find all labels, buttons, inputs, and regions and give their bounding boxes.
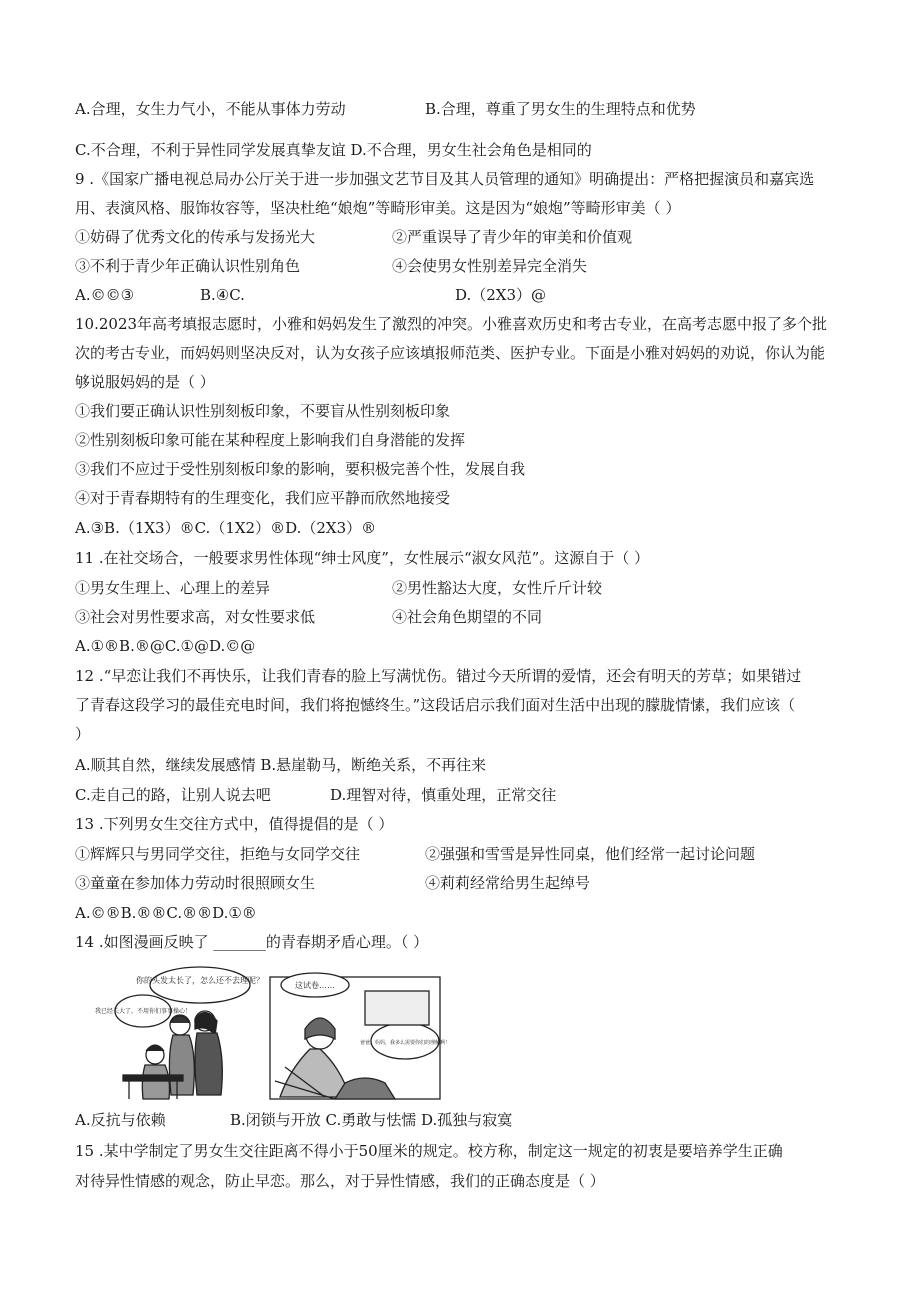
q12-option-c: C.走自己的路，让别人说去吧 — [75, 786, 271, 804]
q13-statement-1: ①辉辉只与男同学交往，拒绝与女同学交往 — [75, 845, 361, 863]
q10-statement-2: ②性别刻板印象可能在某种程度上影响我们自身潜能的发挥 — [75, 431, 466, 449]
comic-bubble-parents: 你的头发太长了，怎么还不去理呢？ — [136, 976, 264, 985]
q14-comic-image — [94, 963, 451, 1101]
q11-stem: 11 .在社交场合，一般要求男性体现“绅士风度”，女性展示“淑女风范”。这源自于（ ） — [75, 549, 650, 567]
q9-option-a: A.©©③ — [75, 286, 135, 304]
q12-stem-line2: 了青春这段学习的最佳充电时间，我们将抱憾终生。”这段话启示我们面对生活中出现的朦胧情愫，我们应该（ — [75, 696, 796, 714]
comic-left-panel — [115, 967, 250, 1099]
q12-option-d: D.理智对待，慎重处理，正常交往 — [330, 786, 557, 804]
q11-statement-1: ①男女生理上、心理上的差异 — [75, 579, 271, 597]
q10-options: A.③B.（1X3）®C.（1X2）®D.（2X3）® — [75, 519, 377, 537]
q9-statement-4: ④会使男女性别差异完全消失 — [392, 257, 588, 275]
q9-statement-3: ③不利于青少年正确认识性别角色 — [75, 257, 301, 275]
q8-option-a: A.合理，女生力气小，不能从事体力劳动 — [75, 100, 346, 118]
q9-statement-1: ①妨碍了优秀文化的传承与发扬光大 — [75, 228, 316, 246]
q14-option-a: A.反抗与依赖 — [75, 1111, 166, 1129]
q13-options: A.©®B.®®C.®®D.①® — [75, 904, 257, 922]
q12-stem-line1: 12 .“早恋让我们不再快乐，让我们青春的脸上写满忧伤。错过今天所谓的爱情，还会有明天的芳草；如果错过 — [75, 667, 802, 685]
q11-options: A.①®B.®@C.①@D.©@ — [75, 637, 256, 655]
q10-statement-1: ①我们要正确认识性别刻板印象，不要盲从性别刻板印象 — [75, 402, 451, 420]
q10-stem-line1: 10.2023年高考填报志愿时，小雅和妈妈发生了激烈的冲突。小雅喜欢历史和考古专业，在高考志愿中报了多个批 — [75, 315, 828, 333]
comic-bubble-understanding: 爸爸，妈妈，我多么需要你们的理解啊！ — [359, 1040, 451, 1046]
q10-stem-line3: 够说服妈妈的是（ ） — [75, 373, 215, 391]
q9-stem-line2: 用、表演风格、服饰妆容等，坚决杜绝“娘炮”等畸形审美。这是因为“娘炮”等畸形审美（ ） — [75, 199, 681, 217]
q13-statement-3: ③童童在参加体力劳动时很照顾女生 — [75, 874, 316, 892]
q13-stem: 13 .下列男女生交往方式中，值得提倡的是（ ） — [75, 815, 394, 833]
q12-stem-line3: ） — [75, 725, 91, 743]
q11-statement-3: ③社会对男性要求高，对女性要求低 — [75, 608, 316, 626]
q14-option-bcd: B.闭锁与开放 C.勇敢与怯懦 D.孤独与寂寞 — [230, 1111, 513, 1129]
q9-option-d: D.（2X3）@ — [455, 286, 547, 304]
q10-stem-line2: 次的考古专业，而妈妈则坚决反对，认为女孩子应该填报师范类、医护专业。下面是小雅对妈妈的劝说，你认为能 — [75, 344, 826, 362]
comic-bubble-child: 我已经长大了，不用你们事事操心！ — [94, 1008, 192, 1015]
q10-statement-4: ④对于青春期特有的生理变化，我们应平静而欣然地接受 — [75, 489, 451, 507]
q10-statement-3: ③我们不应过于受性别刻板印象的影响，要积极完善个性，发展自我 — [75, 460, 526, 478]
q13-statement-2: ②强强和雪雪是异性同桌，他们经常一起讨论问题 — [425, 845, 756, 863]
q15-stem-line1: 15 .某中学制定了男女生交往距离不得小于50厘米的规定。校方称，制定这一规定的初衷是要培养学生正确 — [75, 1142, 783, 1160]
q8-option-b: B.合理，尊重了男女生的生理特点和优势 — [425, 100, 696, 118]
q11-statement-2: ②男性豁达大度，女性斤斤计较 — [392, 579, 603, 597]
q12-option-ab: A.顺其自然，继续发展感情 B.悬崖勒马，断绝关系，不再往来 — [75, 756, 487, 774]
q14-stem: 14 .如图漫画反映了 _______的青春期矛盾心理。（ ） — [75, 933, 429, 951]
q9-stem-line1: 9 .《国家广播电视总局办公厅关于进一步加强文艺节目及其人员管理的通知》明确提出：严格把握演员和嘉宾选 — [75, 170, 815, 188]
comic-right-panel — [270, 973, 440, 1099]
q8-option-cd: C.不合理，不利于异性同学发展真挚友谊 D.不合理，男女生社会角色是相同的 — [75, 141, 592, 159]
q11-statement-4: ④社会角色期望的不同 — [392, 608, 543, 626]
q9-statement-2: ②严重误导了青少年的审美和价值观 — [392, 228, 633, 246]
q9-option-bc: B.④C. — [200, 286, 245, 304]
q13-statement-4: ④莉莉经常给男生起绰号 — [425, 874, 591, 892]
q15-stem-line2: 对待异性情感的观念，防止早恋。那么，对于异性情感，我们的正确态度是（ ） — [75, 1172, 605, 1190]
comic-bubble-test: 这试卷…… — [295, 981, 335, 990]
